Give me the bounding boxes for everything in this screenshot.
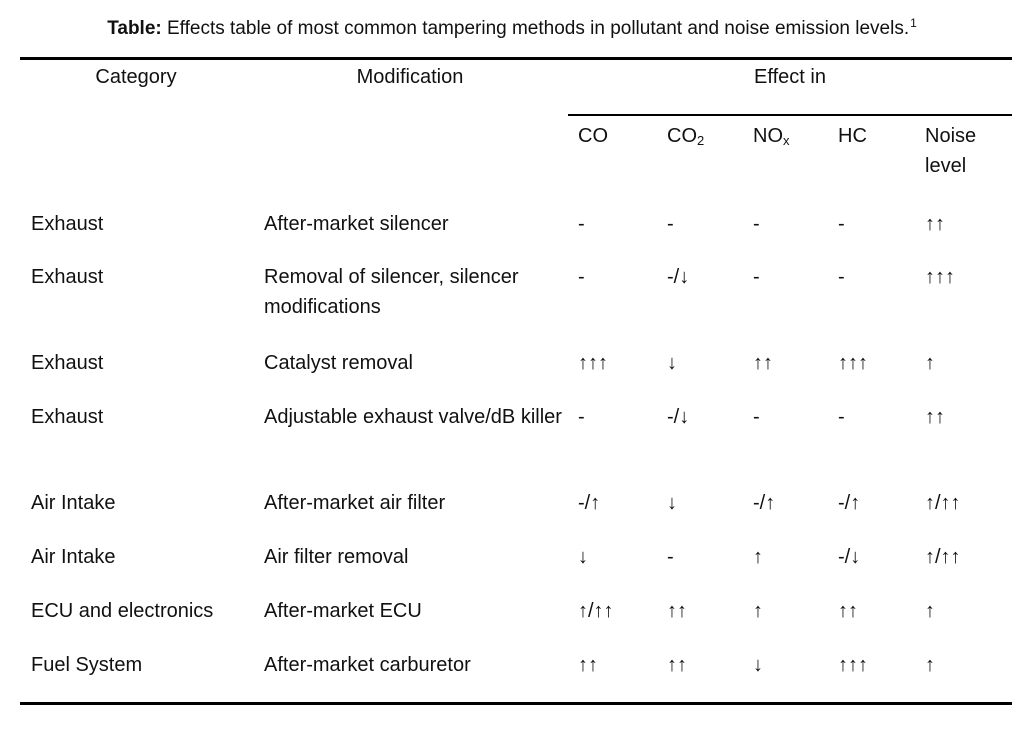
- row-co2: -/↓: [667, 406, 690, 428]
- header-effect-in: Effect in: [754, 66, 826, 88]
- row-category: Exhaust: [31, 352, 104, 374]
- header-hc: HC: [838, 125, 867, 147]
- row-modification: Removal of silencer, silencer modifications: [264, 266, 519, 318]
- row-hc: ↑↑↑: [838, 352, 868, 374]
- row-hc: -/↓: [838, 546, 861, 568]
- row-hc: ↑↑: [838, 600, 858, 622]
- row-category: Exhaust: [31, 266, 104, 288]
- row-noise: ↑↑: [925, 213, 945, 235]
- row-co2: -: [667, 546, 674, 568]
- row-modification: After-market air filter: [264, 492, 446, 514]
- row-hc: -/↑: [838, 492, 861, 514]
- table-row: [0, 262, 1024, 322]
- row-category: Air Intake: [31, 546, 116, 568]
- row-modification: Catalyst removal: [264, 352, 413, 374]
- table-caption: [0, 16, 1024, 40]
- header-nox-base: NO: [753, 125, 783, 147]
- row-hc: -: [838, 406, 845, 428]
- row-nox: -: [753, 406, 760, 428]
- row-modification: Adjustable exhaust valve/dB killer: [264, 406, 562, 428]
- row-nox: -/↑: [753, 492, 776, 514]
- row-co2: -/↓: [667, 266, 690, 288]
- effect-header-rule: [568, 114, 1012, 116]
- header-category: Category: [95, 66, 177, 88]
- row-nox: ↑: [753, 546, 763, 568]
- caption-label: Table:: [107, 18, 162, 39]
- header-co2-base: CO: [667, 125, 697, 147]
- header-co2: [667, 121, 704, 156]
- row-modification: After-market carburetor: [264, 654, 471, 676]
- row-co2: ↑↑: [667, 600, 687, 622]
- row-nox: -: [753, 266, 760, 288]
- row-co2: -: [667, 213, 674, 235]
- row-co: ↑/↑↑: [578, 600, 614, 622]
- header-modification: Modification: [356, 66, 464, 88]
- row-co: -: [578, 266, 585, 288]
- caption-text: Effects table of most common tampering methods in pollutant and noise emission levels.: [161, 18, 910, 39]
- table-row: [0, 596, 1024, 626]
- header-nox: [753, 121, 790, 156]
- row-nox: ↓: [753, 654, 763, 676]
- row-co: -: [578, 213, 585, 235]
- row-category: Exhaust: [31, 213, 104, 235]
- table-top-rule: [20, 57, 1012, 60]
- row-co: ↓: [578, 546, 588, 568]
- row-category: Exhaust: [31, 406, 104, 428]
- row-co: ↑↑↑: [578, 352, 608, 374]
- row-modification: Air filter removal: [264, 546, 409, 568]
- row-co: ↑↑: [578, 654, 598, 676]
- row-category: ECU and electronics: [31, 600, 214, 622]
- table-row: [0, 348, 1024, 378]
- row-hc: ↑↑↑: [838, 654, 868, 676]
- header-noise-level: Noise level: [925, 125, 977, 177]
- row-category: Air Intake: [31, 492, 116, 514]
- row-noise: ↑/↑↑: [925, 546, 961, 568]
- row-co: -: [578, 406, 585, 428]
- row-noise: ↑: [925, 654, 935, 676]
- row-modification: After-market ECU: [264, 600, 422, 622]
- row-hc: -: [838, 213, 845, 235]
- row-co2: ↓: [667, 352, 677, 374]
- row-co: -/↑: [578, 492, 601, 514]
- row-nox: -: [753, 213, 760, 235]
- row-nox: ↑↑: [753, 352, 773, 374]
- header-co2-subscript: 2: [697, 133, 705, 148]
- header-nox-subscript: x: [783, 133, 790, 148]
- row-noise: ↑: [925, 352, 935, 374]
- table-row: [0, 488, 1024, 518]
- table-bottom-rule: [20, 702, 1012, 705]
- table-row: [0, 542, 1024, 572]
- table-row: [0, 650, 1024, 680]
- row-noise: ↑↑: [925, 406, 945, 428]
- row-category: Fuel System: [31, 654, 143, 676]
- header-co: CO: [578, 125, 608, 147]
- row-hc: -: [838, 266, 845, 288]
- row-noise: ↑/↑↑: [925, 492, 961, 514]
- table-row: [0, 402, 1024, 462]
- row-nox: ↑: [753, 600, 763, 622]
- row-co2: ↑↑: [667, 654, 687, 676]
- row-noise: ↑↑↑: [925, 266, 955, 288]
- row-co2: ↓: [667, 492, 677, 514]
- table-row: [0, 209, 1024, 239]
- row-modification: After-market silencer: [264, 213, 449, 235]
- row-noise: ↑: [925, 600, 935, 622]
- caption-footnote: 1: [910, 16, 917, 30]
